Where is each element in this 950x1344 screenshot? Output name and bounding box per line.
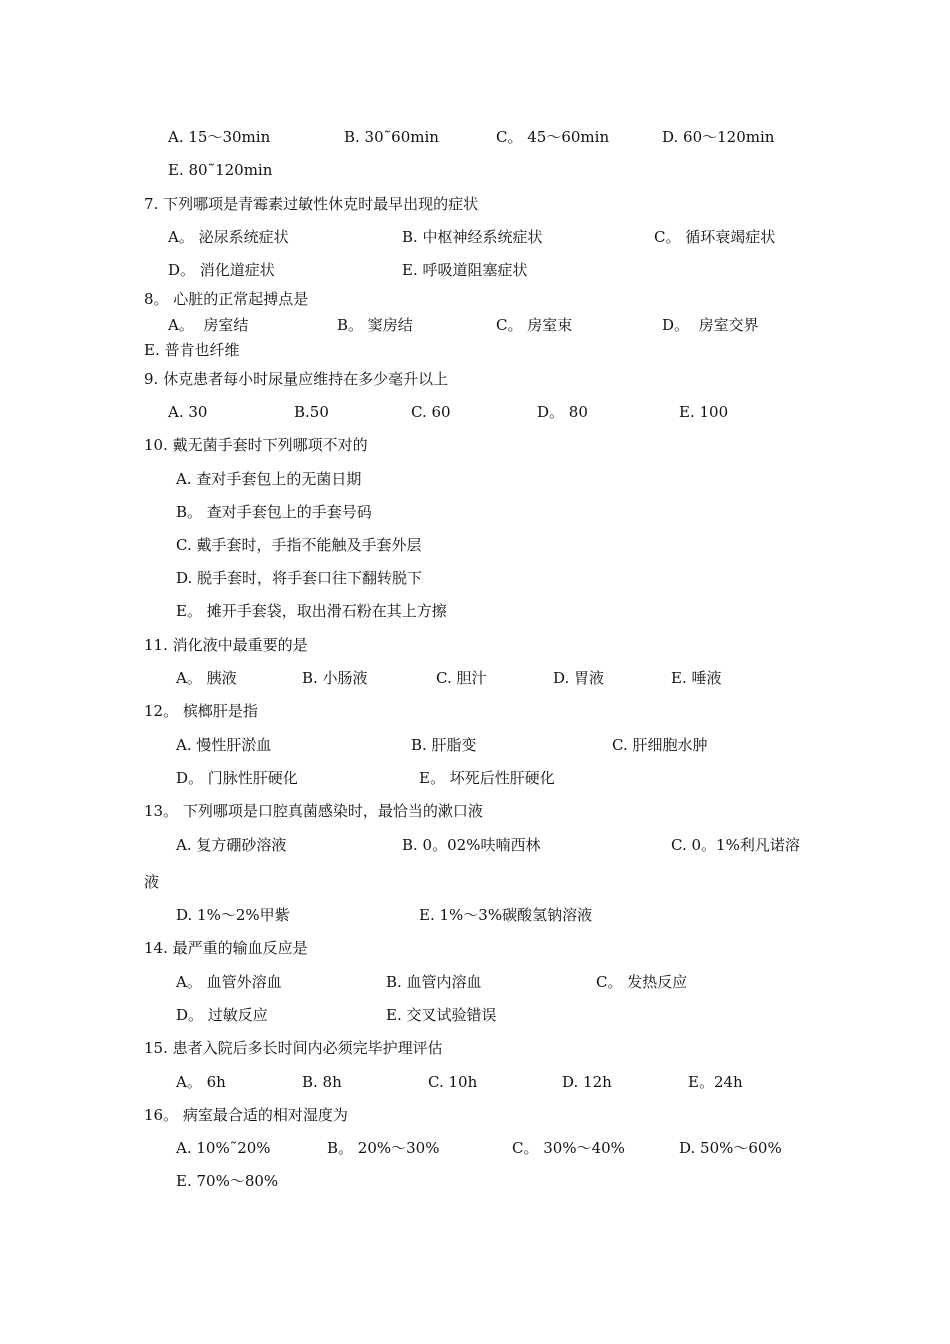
- q14-option-b: B. 血管内溶血: [386, 973, 482, 991]
- q13-stem: 13。 下列哪项是口腔真菌感染时，最恰当的漱口液: [144, 802, 483, 820]
- q13-option-d: D. 1%～2%甲紫: [176, 906, 290, 924]
- q14-option-c: C。 发热反应: [596, 973, 688, 991]
- q12-option-b: B. 肝脂变: [411, 736, 477, 754]
- q12-option-a: A. 慢性肝淤血: [176, 736, 272, 754]
- q11-stem: 11. 消化液中最重要的是: [144, 636, 308, 654]
- q13-option-a: A. 复方硼砂溶液: [176, 836, 287, 854]
- q16-option-a: A. 10%˜20%: [176, 1139, 271, 1157]
- q10-option-d: D. 脱手套时，将手套口往下翻转脱下: [176, 569, 423, 587]
- q14-stem: 14. 最严重的输血反应是: [144, 939, 308, 957]
- q9-option-c: C. 60: [411, 403, 451, 421]
- q11-option-b: B. 小肠液: [302, 669, 368, 687]
- q13-option-e: E. 1%～3%碳酸氢钠溶液: [419, 906, 593, 924]
- q15-option-b: B. 8h: [302, 1073, 342, 1091]
- q9-option-b: B.50: [294, 403, 329, 421]
- q13-option-c: C. 0。1%利凡诺溶: [671, 836, 800, 854]
- q16-option-b: B。 20%～30%: [327, 1139, 440, 1157]
- q15-option-d: D. 12h: [562, 1073, 612, 1091]
- q14-option-d: D。 过敏反应: [176, 1006, 268, 1024]
- q16-option-d: D. 50%～60%: [679, 1139, 782, 1157]
- q10-stem: 10. 戴无菌手套时下列哪项不对的: [144, 436, 368, 454]
- q12-option-c: C. 肝细胞水肿: [612, 736, 708, 754]
- q15-option-a: A。 6h: [176, 1073, 226, 1091]
- q16-option-e: E. 70%～80%: [176, 1172, 279, 1190]
- q10-option-a: A. 查对手套包上的无菌日期: [176, 470, 362, 488]
- q7-option-e: E. 呼吸道阻塞症状: [402, 261, 528, 279]
- q16-stem: 16。 病室最合适的相对湿度为: [144, 1106, 348, 1124]
- q10-option-c: C. 戴手套时，手指不能触及手套外层: [176, 536, 422, 554]
- q8-option-a: A。 房室结: [168, 316, 249, 334]
- q12-option-d: D。 门脉性肝硬化: [176, 769, 298, 787]
- q9-stem: 9. 休克患者每小时尿量应维持在多少毫升以上: [144, 370, 449, 388]
- q6-option-c: C。 45～60min: [496, 128, 610, 146]
- q9-option-d: D。 80: [537, 403, 588, 421]
- q12-stem: 12。 槟榔肝是指: [144, 702, 258, 720]
- q6-option-a: A. 15～30min: [168, 128, 271, 146]
- q11-option-d: D. 胃液: [553, 669, 605, 687]
- q15-option-c: C. 10h: [428, 1073, 478, 1091]
- q7-option-d: D。 消化道症状: [168, 261, 275, 279]
- q6-option-d: D. 60～120min: [662, 128, 775, 146]
- q11-option-e: E. 唾液: [671, 669, 722, 687]
- q15-stem: 15. 患者入院后多长时间内必须完毕护理评估: [144, 1039, 443, 1057]
- q7-option-c: C。 循环衰竭症状: [654, 228, 776, 246]
- q8-stem: 8。 心脏的正常起搏点是: [144, 290, 309, 308]
- q10-option-e: E。 摊开手套袋，取出滑石粉在其上方擦: [176, 602, 447, 620]
- q7-option-b: B. 中枢神经系统症状: [402, 228, 543, 246]
- q14-option-e: E. 交叉试验错误: [386, 1006, 497, 1024]
- q7-stem: 7. 下列哪项是青霉素过敏性休克时最早出现的症状: [144, 195, 479, 213]
- q9-option-e: E. 100: [679, 403, 729, 421]
- q11-option-c: C. 胆汁: [436, 669, 487, 687]
- q8-option-d: D。 房室交界: [662, 316, 759, 334]
- q10-option-b: B。 查对手套包上的手套号码: [176, 503, 372, 521]
- q7-option-a: A。 泌尿系统症状: [168, 228, 289, 246]
- q8-option-b: B。 窦房结: [337, 316, 413, 334]
- q13-option-c-wrap: 液: [144, 873, 160, 891]
- q12-option-e: E。 坏死后性肝硬化: [419, 769, 555, 787]
- q14-option-a: A。 血管外溶血: [176, 973, 282, 991]
- q6-option-b: B. 30˜60min: [344, 128, 439, 146]
- q8-option-e: E. 普肯也纤维: [144, 341, 240, 359]
- q16-option-c: C。 30%～40%: [512, 1139, 625, 1157]
- q15-option-e: E。24h: [688, 1073, 743, 1091]
- q11-option-a: A。 胰液: [176, 669, 237, 687]
- q13-option-b: B. 0。02%呋喃西林: [402, 836, 541, 854]
- q9-option-a: A. 30: [168, 403, 208, 421]
- q8-option-c: C。 房室束: [496, 316, 573, 334]
- q6-option-e: E. 80˜120min: [168, 161, 273, 179]
